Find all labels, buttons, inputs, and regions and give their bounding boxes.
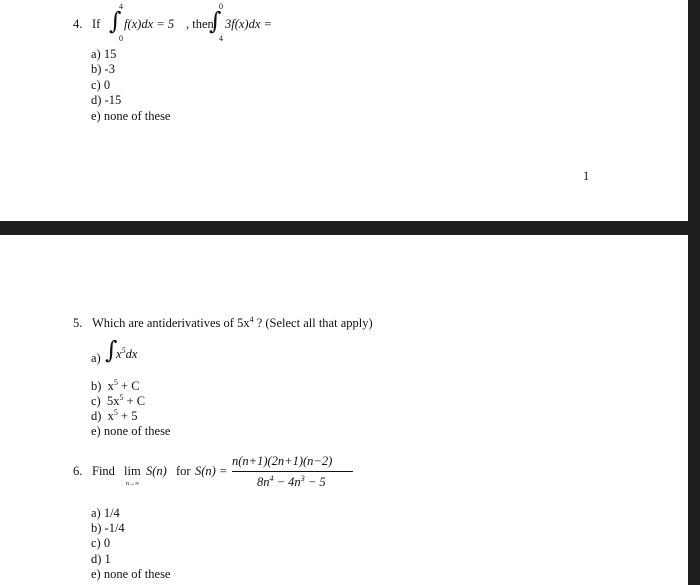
fraction-numerator: n(n+1)(2n+1)(n−2) xyxy=(232,454,333,468)
integral-1-expression: f(x)dx = 5 xyxy=(124,17,175,31)
q6-option-c[interactable]: c) 0 xyxy=(91,536,111,550)
question-5-number: 5. xyxy=(73,316,83,330)
page-2 xyxy=(0,235,688,585)
integral-2-sign: ∫ xyxy=(209,7,222,35)
q4-option-c[interactable]: c) 0 xyxy=(91,78,111,92)
question-6-for: for xyxy=(176,464,191,478)
q4-option-b[interactable]: b) -3 xyxy=(91,62,115,76)
integral-2-expression: 3f(x)dx = xyxy=(225,17,272,31)
question-4-then: , then xyxy=(186,17,214,31)
page-number: 1 xyxy=(583,169,590,183)
integral-2-upper: 0 xyxy=(219,2,223,11)
q6-option-a[interactable]: a) 1/4 xyxy=(91,506,120,520)
integral-1-sign: ∫ xyxy=(109,7,122,35)
q4-option-a[interactable]: a) 15 xyxy=(91,47,117,61)
fraction-bar xyxy=(232,471,353,472)
q4-option-e[interactable]: e) none of these xyxy=(91,109,171,123)
q5-option-a[interactable]: $x^5dx$ xyxy=(116,345,138,361)
limit-expression: S(n) xyxy=(146,464,167,478)
limit-operator: lim xyxy=(124,464,141,478)
q6-option-d[interactable]: d) 1 xyxy=(91,552,111,566)
function-lhs: S(n) = xyxy=(195,464,228,478)
q4-option-d[interactable]: d) -15 xyxy=(91,93,122,107)
integral-2-lower: 4 xyxy=(219,34,223,43)
q5-option-c[interactable]: c) $5x^5 + C$ xyxy=(91,392,146,408)
question-6-number: 6. xyxy=(73,464,83,478)
q5-option-e[interactable]: e) none of these xyxy=(91,424,171,438)
integral-1-upper: 4 xyxy=(119,2,123,11)
q5-option-a-integral-sign: ∫ xyxy=(105,336,118,364)
q5-option-b[interactable]: b) $x^5 + C$ xyxy=(91,377,140,393)
integral-1-lower: 0 xyxy=(119,34,123,43)
question-4-if: If xyxy=(92,17,101,31)
fraction-denominator: $8n^4 - 4n^3 - 5$ xyxy=(257,473,326,489)
q6-option-e[interactable]: e) none of these xyxy=(91,567,171,581)
q5-option-d[interactable]: d) $x^5 + 5$ xyxy=(91,407,138,423)
q5-option-a-label[interactable]: a) xyxy=(91,351,101,365)
question-5-prompt: Which are antiderivatives of $5x^4$ ? (Select all that apply) xyxy=(92,314,373,330)
question-4-number: 4. xyxy=(73,17,83,31)
page-1 xyxy=(0,0,688,221)
q6-option-b[interactable]: b) -1/4 xyxy=(91,521,125,535)
limit-subscript: n→∞ xyxy=(126,481,140,487)
question-6-find: Find xyxy=(92,464,115,478)
